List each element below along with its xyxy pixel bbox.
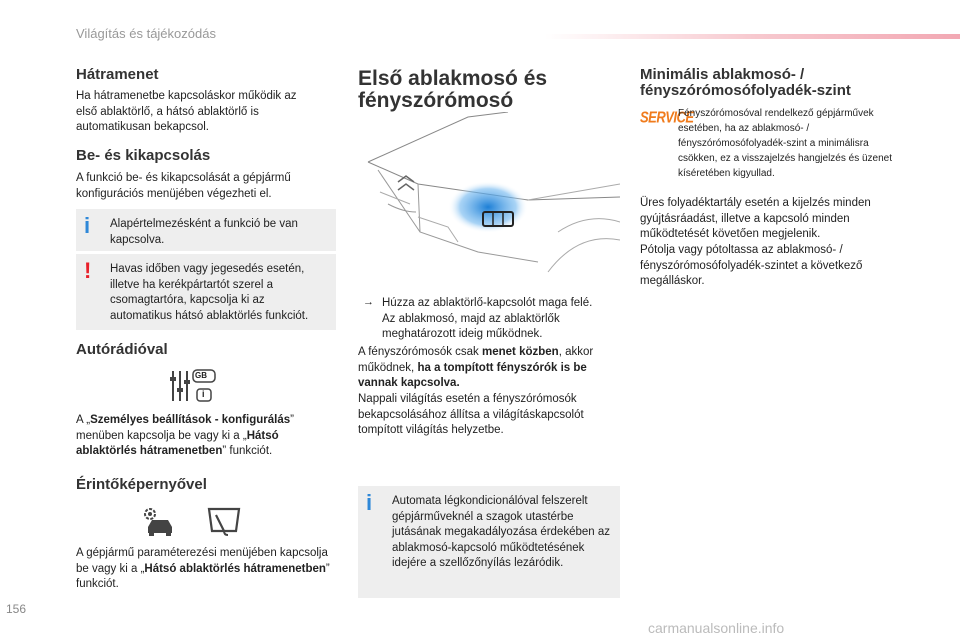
note-info-aircon [358,486,620,598]
text-touch-part: A gépjármű paraméterezési menüjében kapcsolja be vagy ki a „ [76,547,328,575]
text-touch-function: Hátsó ablaktörlés hátramenetben [144,562,326,575]
title-washer-line2: fényszórómosó [358,89,514,112]
note-warning-snow-text: Havas időben vagy jegesedés esetén, illetve ha kerékpártartót szerel a csomagtartóra, kapcsolja ki az automatikus hátsó ablaktörlés funkciót. [110,263,309,322]
heading-autoradio: Autórádióval [76,341,168,358]
text-touch-part: ” funkciót. [76,562,330,590]
text-hw-part: A fényszórómosók csak [358,346,482,358]
header-decor-bar [545,34,960,39]
text-radio-part: ” funkciót. [222,445,273,457]
heading-hatramenet: Hátramenet [76,66,159,83]
text-hw-part: , akkor működnek, [358,346,594,374]
text-radio-menu: Személyes beállítások - konfigurálás [90,414,291,426]
text-service-warning: Fényszórómosóval rendelkező gépjárművek esetében, ha az ablakmosó- / fényszórómosófolyadék-szint a minimálisra csökken, ez a visszajelzés hangjelzés és üzenet kíséretében kigyullad. [678,108,893,179]
title-min-level-line1: Minimális ablakmosó- / [640,66,805,83]
title-min-level [640,67,851,99]
rear-wiper-icon [206,505,242,537]
note-warning-snow [76,254,336,330]
text-hw-condition: ha a tompított fényszórók is be vannak kapcsolva. [358,361,587,389]
car-front-illustration [358,112,620,282]
title-washer-line1: Első ablakmosó és [358,67,548,90]
text-radio-part: ” menüben kapcsolja be vagy ki a „ [76,414,294,442]
note-info-default-text: Alapértelmezésként a funkció be van kapcsolva. [110,218,298,246]
text-refill: Pótolja vagy pótoltassa az ablakmosó- / fényszórómosófolyadék-szintet a következő megálláskor. [640,244,863,287]
text-headlamp-washers [358,345,620,392]
text-hatramenet: Ha hátramenetbe kapcsoláskor működik az első ablaktörlő, a hátsó ablaktörlő is automatikusan bekapcsol. [76,90,297,133]
note-info-default [76,209,336,251]
header-title: Világítás és tájékozódás [76,26,216,41]
note-info-aircon-text: Automata légkondicionálóval felszerelt gépjárműveknél a szagok utastérbe jutásának megakadályozása érdekében az ablakmosó-kapcsoló működtetésének idejére a szellőzőnyílás lezáródik. [392,495,611,569]
radio-settings-icon [170,368,218,404]
bullet-arrow-icon: → [363,296,374,308]
text-radio [76,413,331,460]
radio-icon-info-text: i [202,389,205,399]
title-washer [358,68,547,112]
watermark: carmanualsonline.info [648,620,785,636]
heading-touchscreen: Érintőképernyővel [76,476,207,493]
page-number: 156 [6,602,27,616]
radio-icon-gb-text: GB [195,371,207,380]
info-icon: i [366,490,373,515]
text-be-ki: A funkció be- és kikapcsolását a gépjármű konfigurációs menüjében végezheti el. [76,172,291,200]
warning-icon: ! [84,258,92,283]
text-hw-driving: menet közben [482,346,559,358]
car-settings-icon [140,505,176,537]
text-radio-part: A „ [76,414,91,426]
title-min-level-line2: fényszórómosófolyadék-szint [640,82,851,99]
text-empty-tank: Üres folyadéktartály esetén a kijelzés minden gyújtásráadást, illetve a kapcsoló minden működtetését követően megjelenik. [640,197,871,240]
service-warning-icon: SERVICE [640,108,694,126]
text-radio-function: Hátsó ablaktörlés hátramenetben [76,429,279,457]
text-touchscreen [76,546,331,593]
text-daytime-lights: Nappali világítás esetén a fényszórómosók bekapcsolásához állítsa a világításkapcsolót tompított világítás helyzetbe. [358,393,584,436]
bullet-pull-switch-text: Húzza az ablaktörlő-kapcsolót maga felé. Az ablakmosó, majd az ablaktörlők meghatározott ideig működnek. [382,297,593,340]
heading-be-ki: Be- és kikapcsolás [76,147,211,164]
info-icon: i [84,213,91,238]
